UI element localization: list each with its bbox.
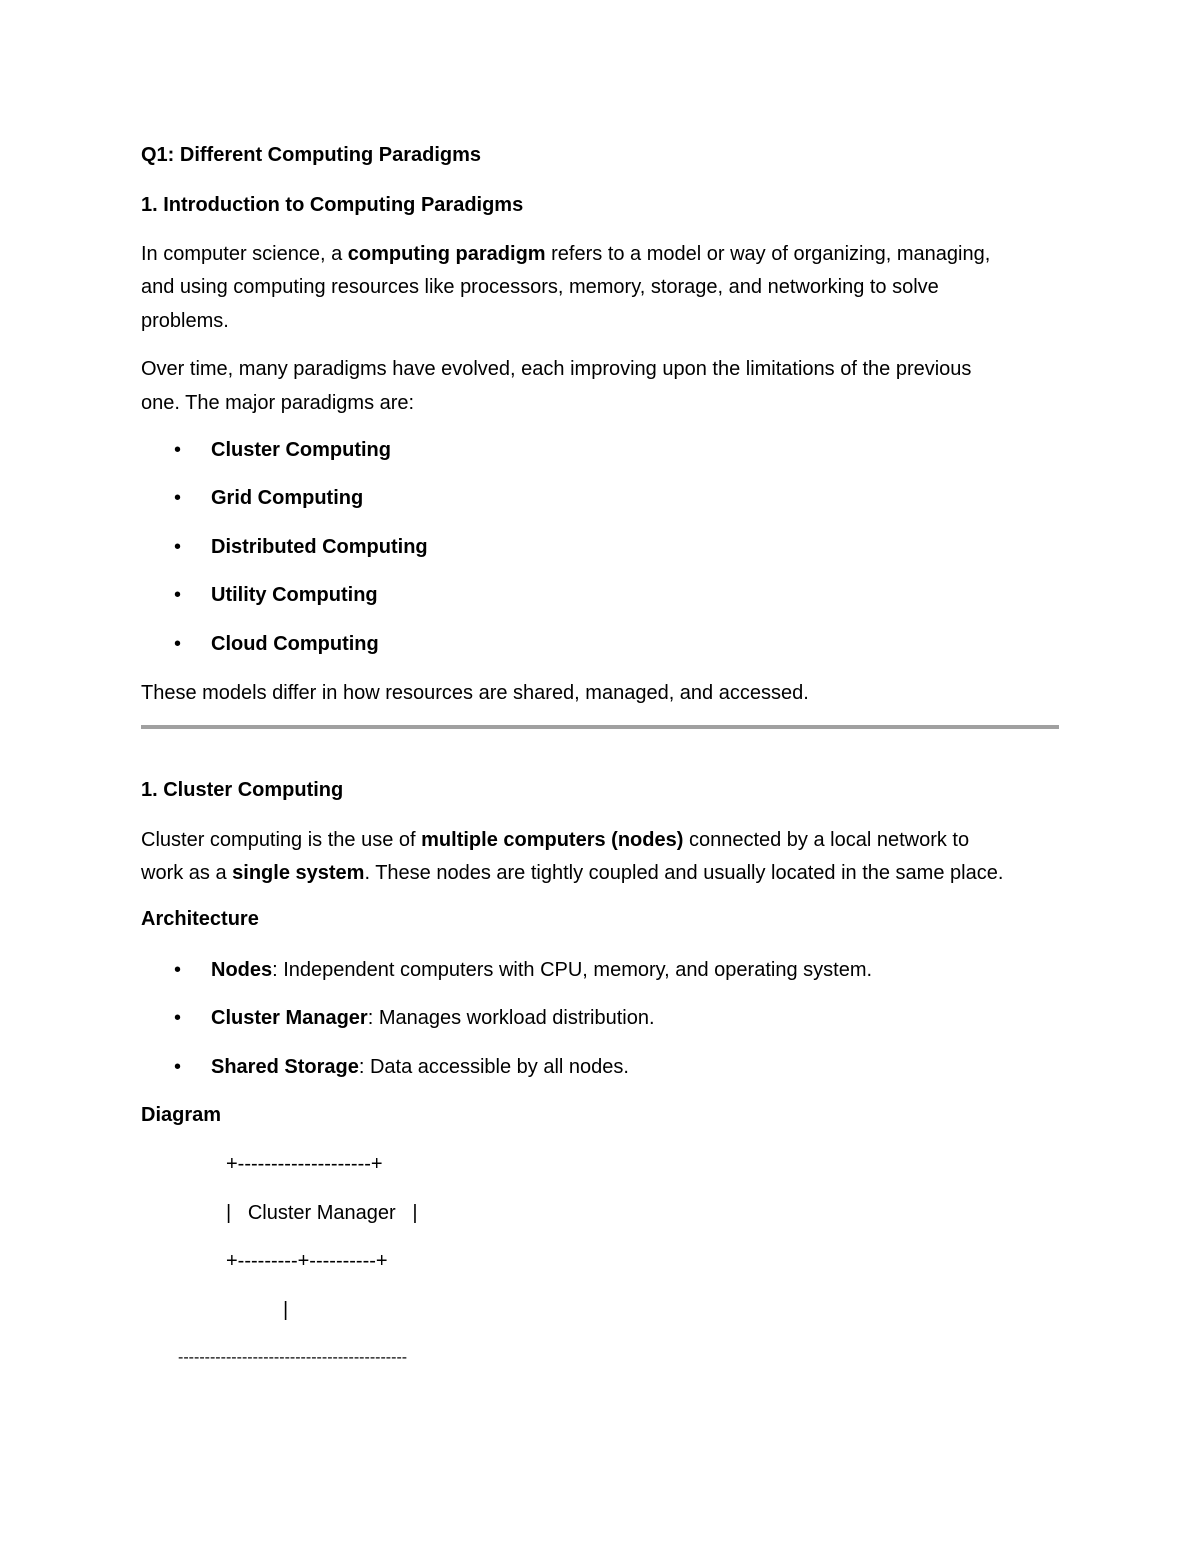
paradigm-list-item: Cloud Computing xyxy=(211,633,379,655)
bullet-icon: • xyxy=(174,439,182,461)
diagram-bottom-border: +---------+----------+ xyxy=(226,1250,388,1272)
bold-term: Cluster Manager xyxy=(211,1007,368,1029)
bullet-icon: • xyxy=(174,487,182,509)
bullet-icon: • xyxy=(174,633,182,655)
text-run: refers to a model or way of organizing, managing, xyxy=(545,243,991,265)
bullet-icon: • xyxy=(174,584,182,606)
text-run: : Independent computers with CPU, memory, and operating system. xyxy=(272,959,873,981)
cluster-heading: 1. Cluster Computing xyxy=(141,779,344,801)
document-title: Q1: Different Computing Paradigms xyxy=(141,144,482,166)
intro-paragraph-line: problems. xyxy=(141,310,229,332)
text-run: Cluster computing is the use of xyxy=(141,829,422,851)
intro-heading: 1. Introduction to Computing Paradigms xyxy=(141,194,524,216)
evolution-paragraph-line: Over time, many paradigms have evolved, each improving upon the limitations of the previous xyxy=(141,358,972,380)
diagram-heading: Diagram xyxy=(141,1104,222,1126)
cluster-paragraph-line xyxy=(141,861,1003,885)
text-run: : Data accessible by all nodes. xyxy=(358,1056,629,1078)
bold-term: computing paradigm xyxy=(347,243,546,265)
bullet-icon: • xyxy=(174,1056,182,1078)
diagram-node-line: ------------------------------------------- xyxy=(178,1349,408,1366)
diagram-cluster-manager-box: | Cluster Manager | xyxy=(226,1202,418,1224)
architecture-heading: Architecture xyxy=(141,908,259,930)
diagram-top-border: +--------------------+ xyxy=(226,1153,383,1175)
bold-term: multiple computers (nodes) xyxy=(421,829,684,851)
paradigm-list-item: Grid Computing xyxy=(211,487,364,509)
bold-term: Nodes xyxy=(211,959,273,981)
architecture-list-item xyxy=(211,1006,655,1030)
bold-term: single system xyxy=(232,862,365,884)
paradigm-list-item: Cluster Computing xyxy=(211,439,391,461)
text-run: work as a xyxy=(141,862,233,884)
paradigm-list-item: Utility Computing xyxy=(211,584,378,606)
horizontal-divider xyxy=(141,725,1059,729)
text-run: : Manages workload distribution. xyxy=(367,1007,655,1029)
evolution-paragraph-line: one. The major paradigms are: xyxy=(141,392,415,414)
text-run: . These nodes are tightly coupled and usually located in the same place. xyxy=(364,862,1004,884)
architecture-list-item xyxy=(211,1055,629,1079)
diagram-connector: | xyxy=(283,1299,289,1321)
paradigm-list-item: Distributed Computing xyxy=(211,536,428,558)
bullet-icon: • xyxy=(174,536,182,558)
bullet-icon: • xyxy=(174,959,182,981)
architecture-list-item xyxy=(211,958,872,982)
text-run: In computer science, a xyxy=(141,243,348,265)
cluster-paragraph-line xyxy=(141,828,969,852)
intro-paragraph-line: and using computing resources like processors, memory, storage, and networking to solve xyxy=(141,276,939,298)
intro-paragraph-line xyxy=(141,242,990,266)
bullet-icon: • xyxy=(174,1007,182,1029)
text-run: connected by a local network to xyxy=(683,829,970,851)
bold-term: Shared Storage xyxy=(211,1056,359,1078)
intro-closing-text: These models differ in how resources are shared, managed, and accessed. xyxy=(141,682,809,704)
